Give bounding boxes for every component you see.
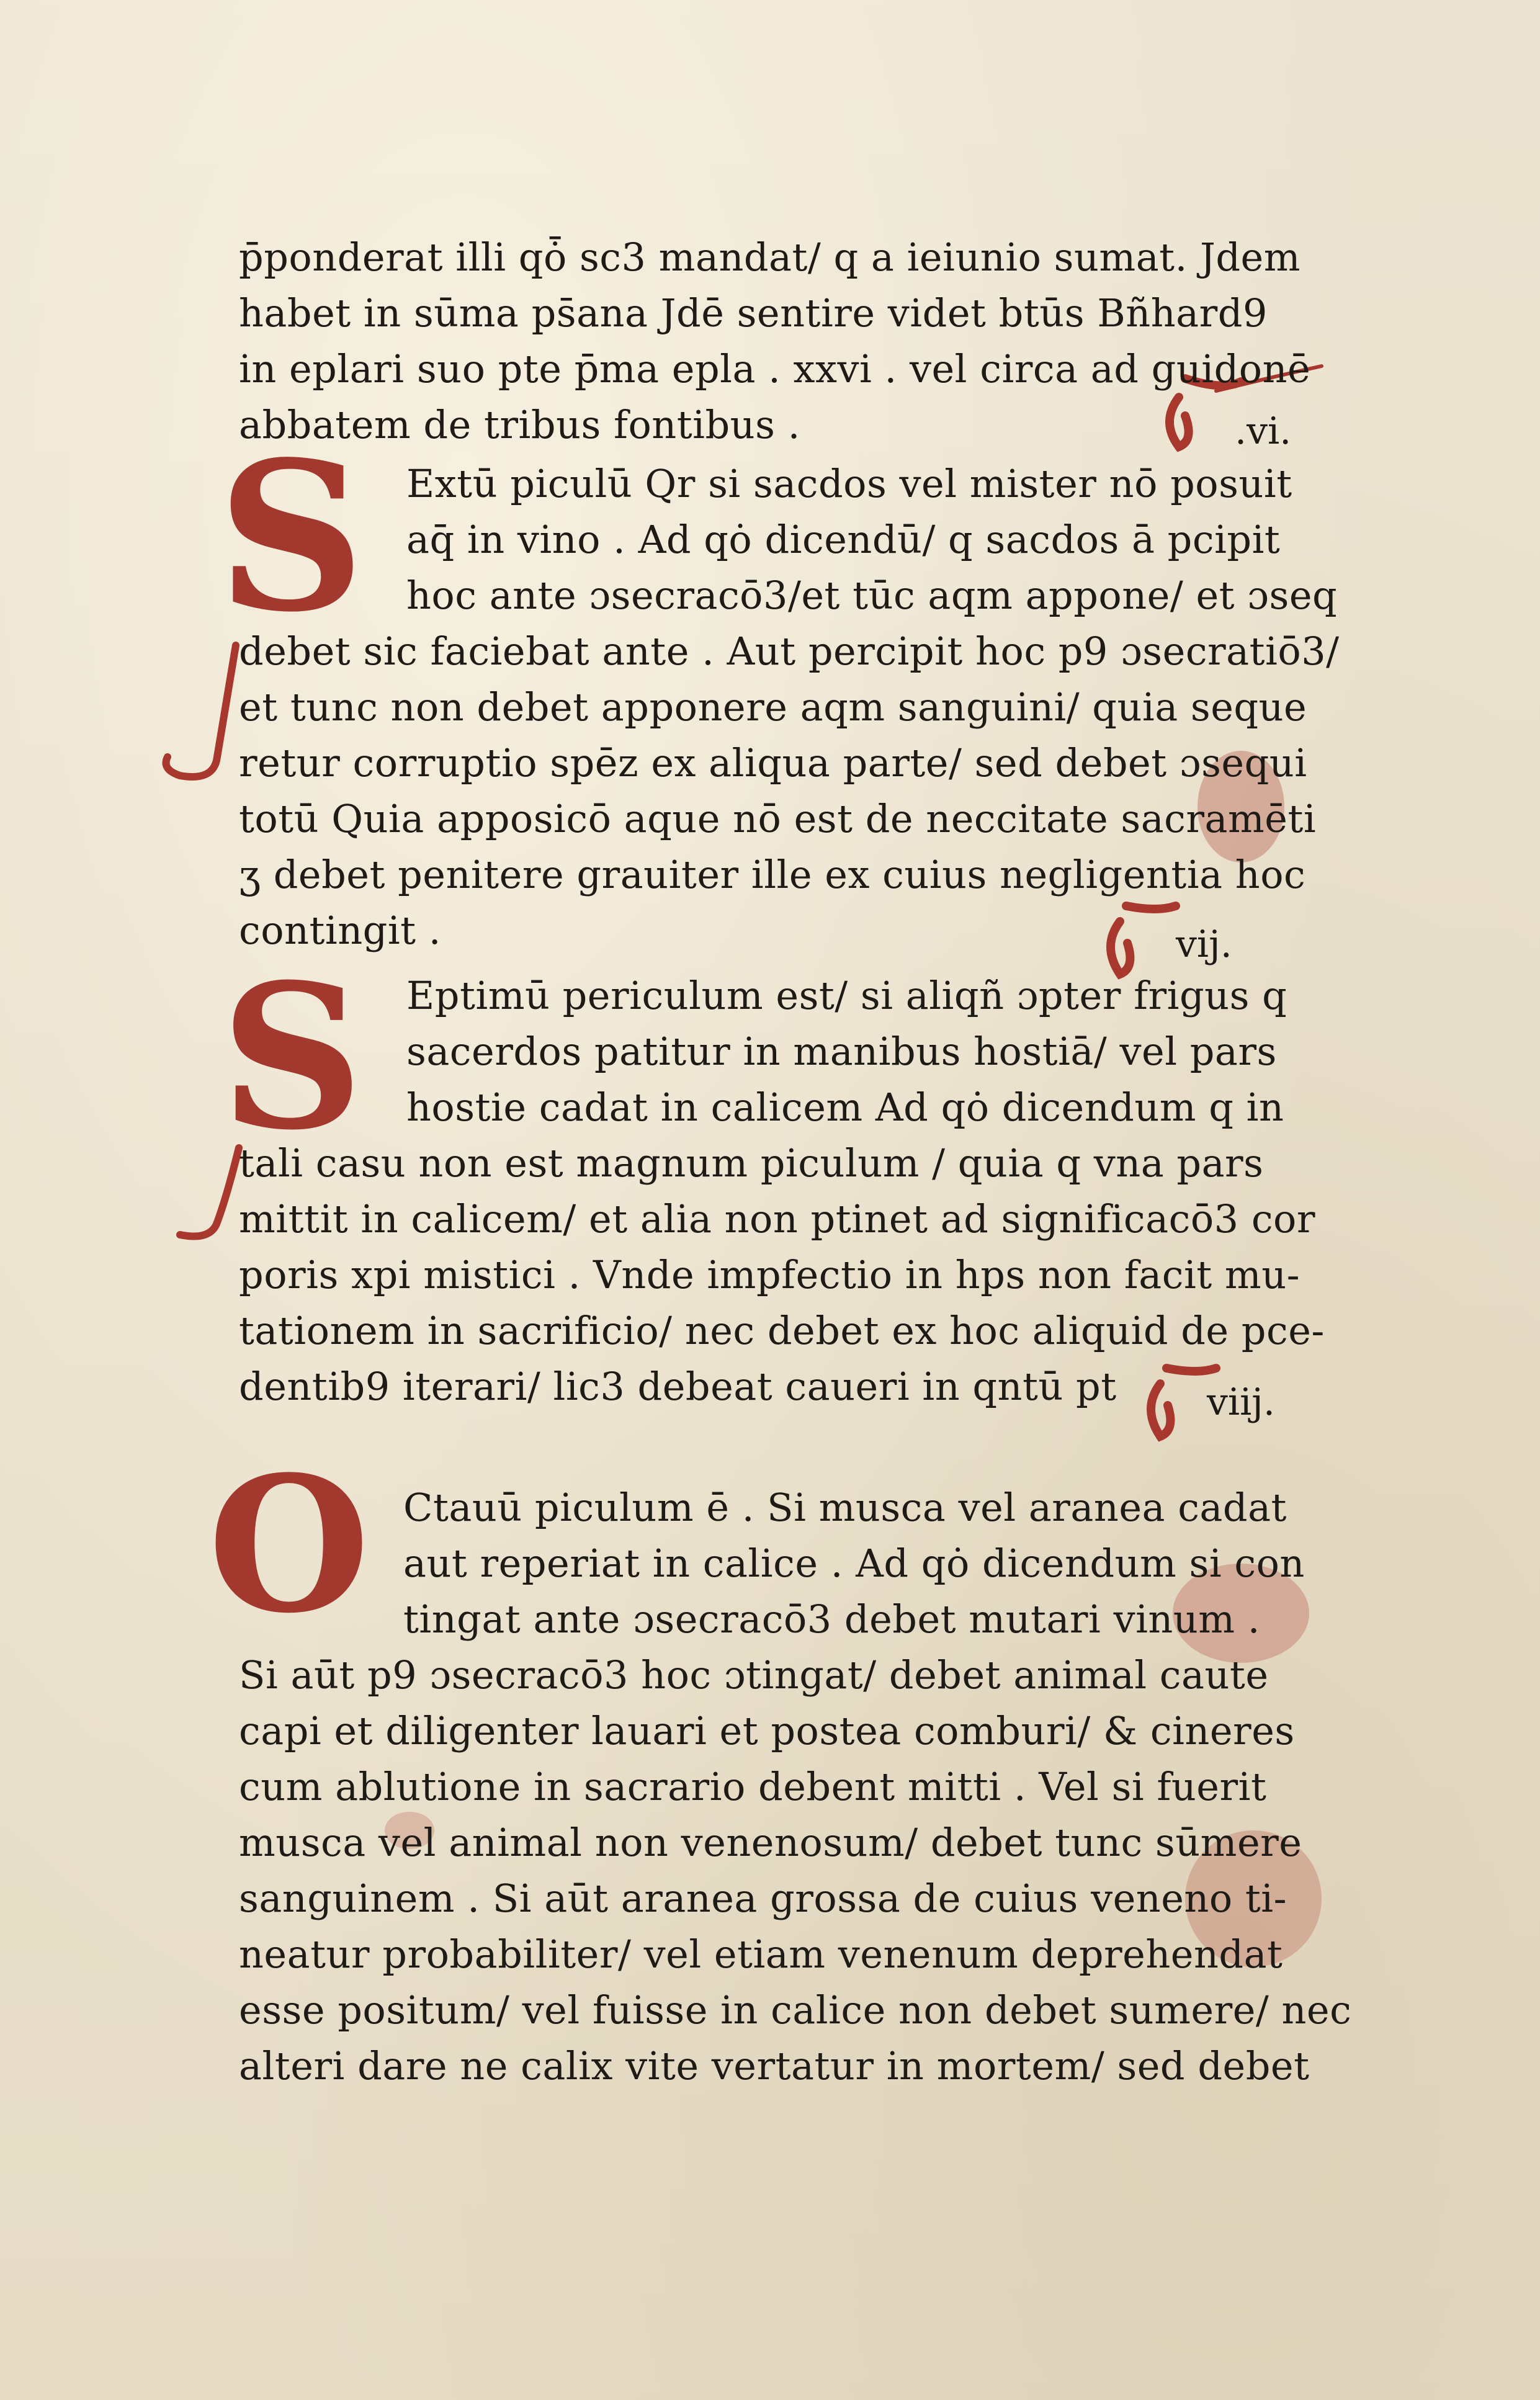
text-line: mittit in calicem/ et alia non ptinet ad significacō3 cor [239, 1196, 1316, 1242]
text-line: sacerdos patitur in manibus hostiā/ vel pars [406, 1029, 1277, 1074]
text-line: et tunc non debet apponere aqm sanguini/ quia seque [239, 684, 1307, 730]
text-line: musca vel animal non venenosum/ debet tunc sūmere [239, 1820, 1302, 1865]
text-line: dentib9 iterari/ lic3 debeat caueri in qntū pt [239, 1364, 1117, 1409]
text-line: contingit . [239, 908, 442, 953]
text-line: in eplari suo pte p̄ma epla . xxvi . vel circa ad guidonē [239, 346, 1311, 392]
text-line: debet sic faciebat ante . Aut percipit hoc p9 ɔsecratiō3/ [239, 629, 1340, 674]
text-line: Extū piculū Qr si sacdos vel mister nō posuit [406, 461, 1292, 506]
text-line: aq̄ in vino . Ad qȯ dicendū/ q sacdos ā pcipit [406, 517, 1281, 562]
text-line: sanguinem . Si aūt aranea grossa de cuius veneno ti- [239, 1876, 1287, 1921]
chapter-mark: viij. [1207, 1381, 1275, 1424]
text-line: habet in sūma ps̄ana Jdē sentire videt btūs Bñhard9 [239, 290, 1268, 336]
initial-s1-flourish [166, 645, 236, 777]
text-line: ʒ debet penitere grauiter ille ex cuius negligentia hoc [239, 852, 1306, 897]
text-line: tingat ante ɔsecracō3 debet mutari vinum . [403, 1596, 1261, 1642]
text-line: hoc ante ɔsecracō3/et tūc aqm appone/ et ɔseq [406, 573, 1338, 618]
text-line: retur corruptio spēz ex aliqua parte/ sed debet ɔsequi [239, 740, 1307, 786]
text-line: neatur probabiliter/ vel etiam venenum deprehendat [239, 1932, 1283, 1977]
text-line: tationem in sacrificio/ nec debet ex hoc aliquid de pce- [239, 1308, 1325, 1353]
initial-letter-o: O [208, 1435, 370, 1654]
text-line: esse positum/ vel fuisse in calice non debet sumere/ nec [239, 1987, 1352, 2033]
text-line: capi et diligenter lauari et postea comburi/ & cineres [239, 1708, 1295, 1753]
text-line: totū Quia apposicō aque nō est de neccitate sacramēti [239, 796, 1317, 841]
text-line: p̄ponderat illi qȱ sc3 mandat/ q a ieiunio sumat. Jdem [239, 235, 1301, 280]
initial-letter-s: S [217, 416, 365, 657]
initial-letter-s: S [220, 941, 364, 1174]
text-line: Si aūt p9 ɔsecracō3 hoc ɔtingat/ debet animal caute [239, 1652, 1269, 1698]
chapter-mark: .vi. [1235, 410, 1292, 453]
chapter-mark: vij. [1176, 923, 1232, 966]
text-line: aut reperiat in calice . Ad qȯ dicendum si con [403, 1541, 1305, 1586]
paragraph-mark-2 [1111, 906, 1176, 974]
text-line: poris xpi mistici . Vnde impfectio in hps non facit mu- [239, 1252, 1300, 1297]
text-line: Eptimū periculum est/ si aliqñ ɔpter frigus q [406, 973, 1287, 1018]
text-line: hostie cadat in calicem Ad qȯ dicendum q in [406, 1085, 1284, 1130]
text-line: cum ablutione in sacrario debent mitti . Vel si fuerit [239, 1764, 1267, 1809]
text-line: Ctauū piculum ē . Si musca vel aranea cadat [403, 1485, 1287, 1530]
text-line: alteri dare ne calix vite vertatur in mortem/ sed debet [239, 2043, 1310, 2089]
text-line: tali casu non est magnum piculum / quia q vna pars [239, 1140, 1264, 1186]
text-line: abbatem de tribus fontibus . [239, 402, 800, 447]
